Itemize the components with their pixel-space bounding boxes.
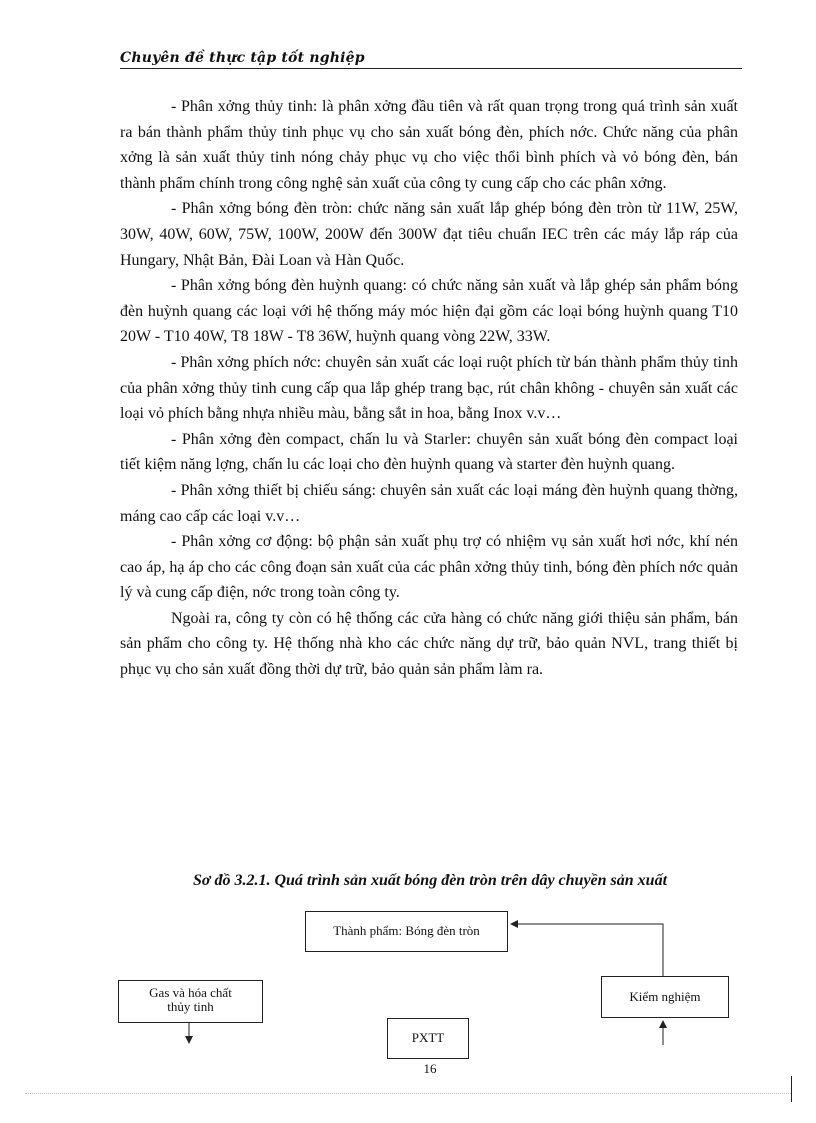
node-pxtt-label: PXTT [411, 1030, 445, 1045]
page-edge-marker [791, 1076, 792, 1102]
node-inspection [601, 976, 729, 1018]
paragraph: - Phân xởng bóng đèn huỳnh quang: có chức năng sản xuất và lắp ghép sản phẩm bóng đèn huỳnh quang các loại với hệ thống máy móc hiện đại gồm các loại bóng huỳnh quang T10 20W - T10 40W, T8 18W - T8 36W, huỳnh quang vòng 22W, 33W. [120, 277, 738, 346]
paragraph: - Phân xởng đèn compact, chấn lu và Starler: chuyên sản xuất bóng đèn compact loại tiết kiệm năng lợng, chấn lu các loại cho đèn huỳnh quang và starter đèn huỳnh quang. [120, 430, 738, 474]
connector-inspect-to-finished [511, 924, 663, 976]
page-break-divider [25, 1093, 791, 1094]
diagram-caption: Sơ đồ 3.2.1. Quá trình sản xuất bóng đèn tròn trên dây chuyền sản xuất [192, 872, 668, 889]
node-finished-label: Thành phẩm: Bóng đèn tròn [333, 923, 480, 938]
paragraph: - Phân xởng bóng đèn tròn: chức năng sản xuất lắp ghép bóng đèn tròn từ 11W, 25W, 30W, 40W, 60W, 75W, 100W, 200W đến 300W đạt tiêu chuẩn IEC trên các máy lắp ráp của Hungary, Nhật Bản, Đài Loan và Hàn Quốc. [120, 200, 738, 269]
paragraph: - Phân xởng thiết bị chiếu sáng: chuyên sản xuất các loại máng đèn huỳnh quang thờng, máng cao cấp các loại v.v… [120, 481, 738, 525]
node-gas-label-line1: Gas và hóa chất [149, 985, 232, 1000]
node-gas-label-line2: thủy tinh [167, 999, 214, 1014]
page-number: 16 [423, 1061, 437, 1076]
paragraph: - Phân xởng cơ động: bộ phận sản xuất phụ trợ có nhiệm vụ sản xuất hơi nớc, khí nén cao áp, hạ áp cho các công đoạn sản xuất của các phân xởng thủy tinh, bóng đèn phích nớc quản lý và cung cấp điện, nớc trong toàn công ty. [120, 533, 738, 602]
node-pxtt [387, 1018, 469, 1059]
page-header [120, 50, 742, 69]
header-title: Chuyên đề thực tập tốt nghiệp [120, 50, 365, 66]
paragraph: - Phân xởng thủy tinh: là phân xởng đầu tiên và rất quan trọng trong quá trình sản xuất ra bán thành phẩm thủy tinh phục vụ cho sản xuất bóng đèn, phích nớc. Chức năng của phân xởng là sản xuất thủy tinh nóng chảy phục vụ cho việc thổi bình phích và vỏ bóng đèn, bán thành phẩm chính trong công nghệ sản xuất của công ty cung cấp cho các phân xởng. [120, 98, 738, 192]
node-finished-product [305, 911, 508, 952]
paragraph: - Phân xởng phích nớc: chuyên sản xuất các loại ruột phích từ bán thành phẩm thủy tinh của phân xởng thủy tinh cung cấp qua lắp ghép trang bạc, rút chân không - chuyên sản xuất các loại vỏ phích bằng nhựa nhiều màu, bằng sắt in hoa, bằng Inox v.v… [120, 353, 738, 423]
node-gas-chemicals [118, 980, 263, 1023]
paragraph: Ngoài ra, công ty còn có hệ thống các cửa hàng có chức năng giới thiệu sản phẩm, bán sản phẩm cho công ty. Hệ thống nhà kho các chức năng dự trữ, bảo quản NVL, trang thiết bị phục vụ cho sản xuất đồng thời dự trữ, bảo quản sản phẩm làm ra. [120, 609, 738, 679]
node-inspection-label: Kiểm nghiệm [629, 989, 701, 1004]
body-text [120, 94, 738, 683]
